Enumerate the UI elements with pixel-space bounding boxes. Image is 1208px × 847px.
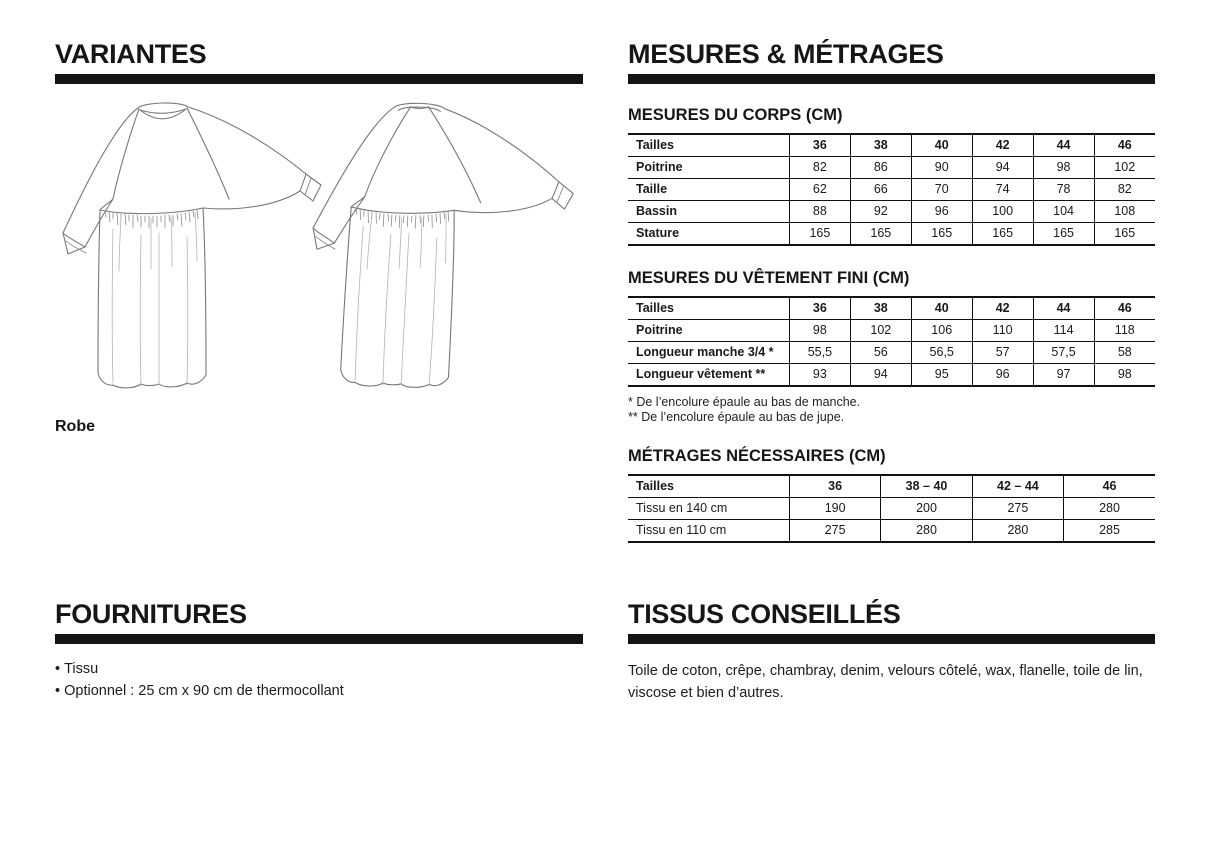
header-size-cell: 46 (1094, 297, 1155, 320)
value-cell: 280 (972, 520, 1063, 543)
value-cell: 200 (881, 498, 972, 520)
value-cell: 94 (972, 157, 1033, 179)
row-label-cell: Poitrine (636, 160, 683, 174)
subheading-mesures-vetement-fini: MESURES DU VÊTEMENT FINI (CM) (628, 269, 910, 287)
value-cell: 58 (1094, 342, 1155, 364)
header-size-cell: 46 (1094, 134, 1155, 157)
row-label-cell: Poitrine (636, 323, 683, 337)
header-size-cell: 36 (789, 297, 850, 320)
value-cell: 95 (911, 364, 972, 387)
header-size-cell: 36 (789, 134, 850, 157)
value-cell: 275 (972, 498, 1063, 520)
value-cell: 190 (789, 498, 880, 520)
fournitures-title: FOURNITURES (55, 599, 247, 629)
value-cell: 57 (972, 342, 1033, 364)
dress-illustration (55, 95, 583, 393)
value-cell: 94 (850, 364, 911, 387)
title-underline-bar (628, 634, 1155, 644)
header-size-cell: 38 (850, 297, 911, 320)
table-row (628, 520, 1155, 543)
subheading-metrages-necessaires: MÉTRAGES NÉCESSAIRES (CM) (628, 447, 886, 465)
value-cell: 118 (1094, 320, 1155, 342)
fournitures-item-tissu: • Tissu (55, 658, 583, 680)
value-cell: 55,5 (789, 342, 850, 364)
value-cell: 280 (1064, 498, 1155, 520)
fournitures-list (55, 658, 583, 702)
header-label-cell: Tailles (636, 138, 674, 152)
value-cell: 74 (972, 179, 1033, 201)
value-cell: 108 (1094, 201, 1155, 223)
section-variantes (55, 40, 583, 600)
header-size-cell: 42 (972, 134, 1033, 157)
value-cell: 66 (850, 179, 911, 201)
value-cell: 97 (1033, 364, 1094, 387)
table-mesures-du-corps (628, 133, 1155, 246)
row-label-cell: Stature (636, 226, 680, 240)
title-underline-bar (55, 74, 583, 84)
value-cell: 165 (850, 223, 911, 246)
caption-robe: Robe (55, 418, 95, 435)
value-cell: 165 (1094, 223, 1155, 246)
value-cell: 56,5 (911, 342, 972, 364)
section-fournitures (55, 600, 583, 847)
header-size-cell: 42 (972, 297, 1033, 320)
dress-front-drawing (63, 103, 321, 388)
section-tissus (628, 600, 1155, 847)
value-cell: 82 (789, 157, 850, 179)
value-cell: 98 (1033, 157, 1094, 179)
table-footnotes (628, 395, 1155, 424)
title-underline-bar (628, 74, 1155, 84)
row-label-cell: Bassin (636, 204, 677, 218)
value-cell: 96 (911, 201, 972, 223)
title-underline-bar (55, 634, 583, 644)
value-cell: 93 (789, 364, 850, 387)
value-cell: 285 (1064, 520, 1155, 543)
row-label-cell: Taille (636, 182, 668, 196)
header-size-cell: 38 (850, 134, 911, 157)
table-header-row (628, 297, 1155, 320)
header-size-cell: 38 – 40 (881, 475, 972, 498)
fournitures-item-thermocollant: • Optionnel : 25 cm x 90 cm de thermocollant (55, 680, 583, 702)
value-cell: 102 (850, 320, 911, 342)
table-row (628, 320, 1155, 342)
value-cell: 98 (789, 320, 850, 342)
header-size-cell: 40 (911, 134, 972, 157)
value-cell: 62 (789, 179, 850, 201)
value-cell: 70 (911, 179, 972, 201)
table-row (628, 223, 1155, 246)
tissus-text: Toile de coton, crêpe, chambray, denim, velours côtelé, wax, flanelle, toile de lin, viscose et bien d’autres. (628, 663, 1143, 701)
value-cell: 165 (789, 223, 850, 246)
table-row (628, 342, 1155, 364)
value-cell: 82 (1094, 179, 1155, 201)
value-cell: 165 (1033, 223, 1094, 246)
footnote-vetement: ** De l’encolure épaule au bas de jupe. (628, 409, 845, 424)
variantes-title: VARIANTES (55, 39, 207, 69)
row-label-cell: Tissu en 110 cm (636, 523, 727, 537)
header-size-cell: 36 (789, 475, 880, 498)
header-size-cell: 44 (1033, 297, 1094, 320)
row-label-cell: Tissu en 140 cm (636, 501, 728, 515)
value-cell: 78 (1033, 179, 1094, 201)
value-cell: 98 (1094, 364, 1155, 387)
subheading-mesures-du-corps: MESURES DU CORPS (CM) (628, 106, 843, 124)
section-mesures (628, 40, 1155, 600)
value-cell: 90 (911, 157, 972, 179)
table-row (628, 179, 1155, 201)
row-label-cell: Longueur vêtement ** (636, 367, 766, 381)
value-cell: 104 (1033, 201, 1094, 223)
value-cell: 106 (911, 320, 972, 342)
dress-back-drawing (305, 98, 578, 393)
table-header-row (628, 134, 1155, 157)
header-label-cell: Tailles (636, 301, 674, 315)
value-cell: 56 (850, 342, 911, 364)
value-cell: 275 (789, 520, 880, 543)
table-header-row (628, 475, 1155, 498)
table-row (628, 201, 1155, 223)
table-row (628, 498, 1155, 520)
table-row (628, 157, 1155, 179)
header-size-cell: 46 (1064, 475, 1155, 498)
table-metrages-necessaires (628, 474, 1155, 543)
value-cell: 114 (1033, 320, 1094, 342)
value-cell: 110 (972, 320, 1033, 342)
value-cell: 102 (1094, 157, 1155, 179)
footnote-manche: * De l’encolure épaule au bas de manche. (628, 395, 861, 409)
value-cell: 165 (972, 223, 1033, 246)
header-label-cell: Tailles (636, 479, 674, 493)
header-size-cell: 40 (911, 297, 972, 320)
value-cell: 86 (850, 157, 911, 179)
value-cell: 165 (911, 223, 972, 246)
table-row (628, 364, 1155, 387)
row-label-cell: Longueur manche 3/4 * (636, 345, 774, 359)
value-cell: 88 (789, 201, 850, 223)
value-cell: 280 (881, 520, 972, 543)
value-cell: 100 (972, 201, 1033, 223)
value-cell: 92 (850, 201, 911, 223)
value-cell: 57,5 (1033, 342, 1094, 364)
tissus-title: TISSUS CONSEILLÉS (628, 599, 901, 629)
mesures-title: MESURES & MÉTRAGES (628, 39, 944, 69)
header-size-cell: 42 – 44 (972, 475, 1063, 498)
table-mesures-vetement-fini (628, 296, 1155, 387)
header-size-cell: 44 (1033, 134, 1094, 157)
value-cell: 96 (972, 364, 1033, 387)
